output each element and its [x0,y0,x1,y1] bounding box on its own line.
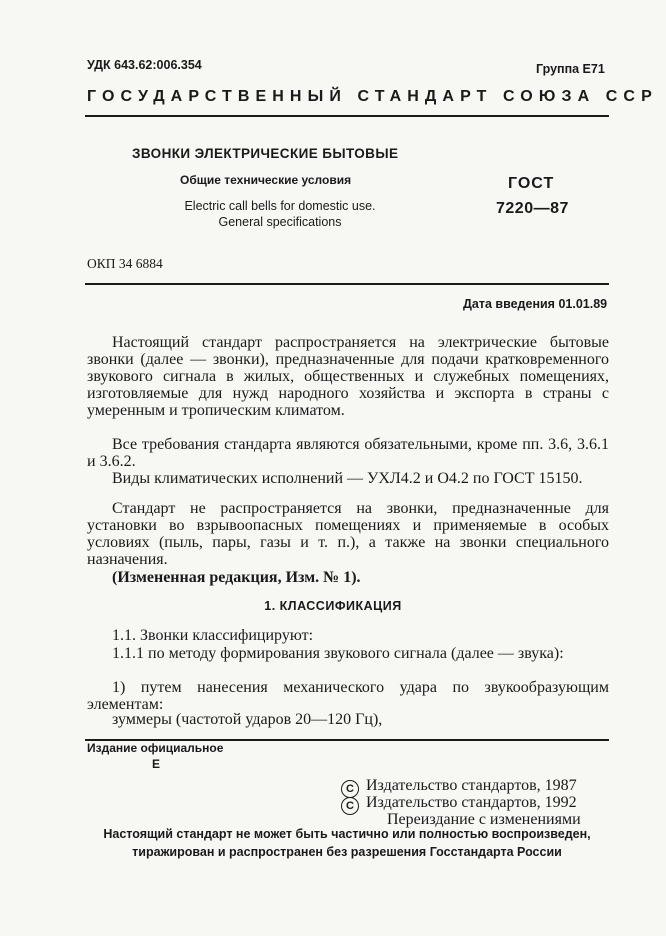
header-rule [85,115,609,117]
official-edition: Издание официальное [87,741,224,755]
copyright-text-1: Издательство стандартов, 1987 [366,777,577,794]
clause-1-1: 1.1. Звонки классифицируют: [112,627,314,644]
state-standard-heading: ГОСУДАРСТВЕННЫЙ СТАНДАРТ СОЮЗА ССР [87,88,658,105]
gost-label: ГОСТ [508,175,555,192]
english-title-line-1: Electric call bells for domestic use. [184,199,376,213]
section-heading: 1. КЛАССИФИКАЦИЯ [264,599,402,613]
clause-buzzers: зуммеры (частотой ударов 20—120 Гц), [112,711,383,728]
group-code: Группа Е71 [536,62,605,76]
english-title [160,198,400,230]
amendment-note: (Измененная редакция, Изм. № 1). [112,569,361,586]
paragraph-scope: Настоящий стандарт распространяется на электрические бытовые звонки (далее — звонки), предназначенные для подачи кратковременного звукового сигнала в жилых, общественных и служебных помещениях, изготовляемые для нужд народного хозяйства и экспорта в страны с умеренным и тропическим климатом. [87,334,609,419]
gost-number: 7220—87 [496,200,569,217]
edition-letter: Е [152,757,161,771]
okp-rule [85,283,609,285]
clause-1-1-1: 1.1.1 по методу формирования звукового сигнала (далее — звука): [112,645,564,662]
paragraph-climate: Виды климатических исполнений — УХЛ4.2 и О4.2 по ГОСТ 15150. [112,470,583,487]
copyright-text-2: Издательство стандартов, 1992 [366,794,577,811]
udk-code: УДК 643.62:006.354 [87,58,202,72]
document-title: ЗВОНКИ ЭЛЕКТРИЧЕСКИЕ БЫТОВЫЕ [132,146,399,161]
reprint-note: Переиздание с изменениями [387,811,581,828]
clause-item-1: 1) путем нанесения механического удара по звукообразующим элементам: [87,679,609,713]
paragraph-exclusions: Стандарт не распространяется на звонки, предназначенные для установки во взрывоопасных помещениях и применяемые в особых условиях (пыль, пары, газы и т. п.), а также на звонки специального назначения. [87,500,609,568]
paragraph-requirements: Все требования стандарта являются обязательными, кроме пп. 3.6, 3.6.1 и 3.6.2. [87,436,609,470]
copyright-icon: С [341,797,359,815]
reproduction-notice-2: тиражирован и распространен без разрешения Госстандарта России [132,845,562,859]
reproduction-notice-1: Настоящий стандарт не может быть частично или полностью воспроизведен, [103,827,591,841]
okp-code: ОКП 34 6884 [87,256,163,271]
english-title-line-2: General specifications [218,215,342,229]
document-subtitle: Общие технические условия [180,173,352,187]
introduction-date: Дата введения 01.01.89 [463,297,608,311]
copyright-icon: С [341,780,359,798]
